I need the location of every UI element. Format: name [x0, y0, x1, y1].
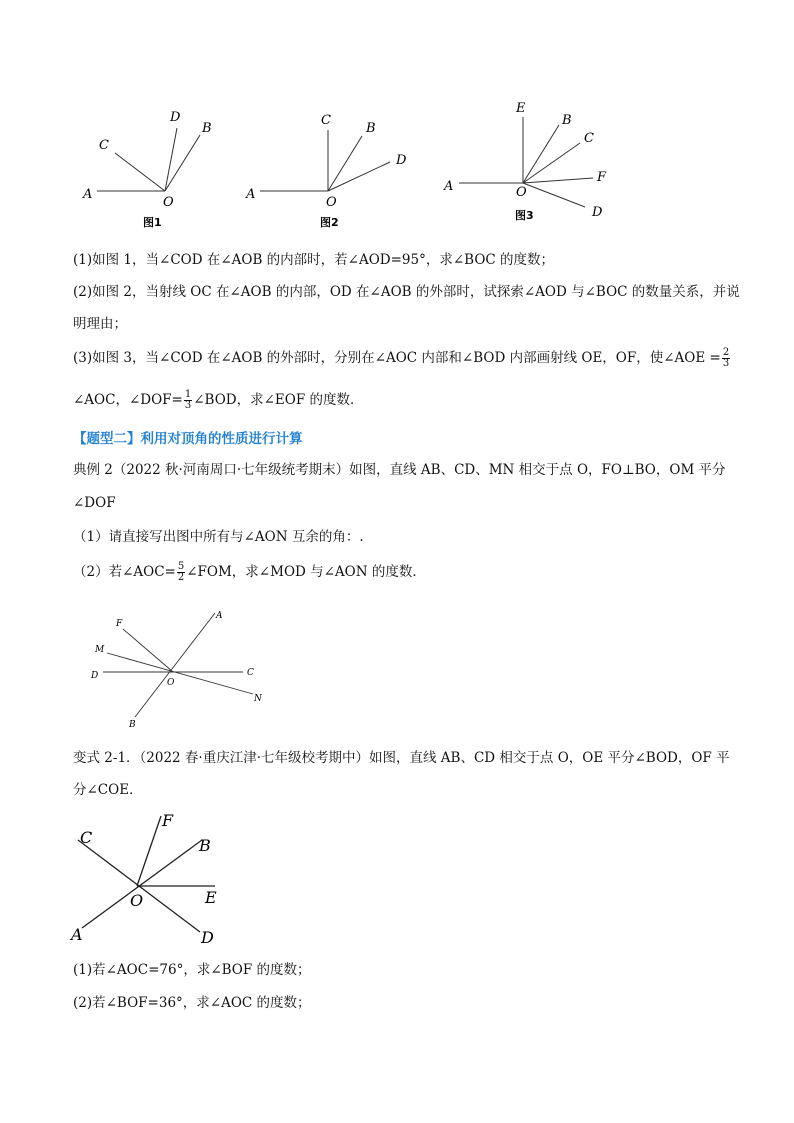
label-b: B	[562, 113, 572, 128]
label-c: C	[584, 131, 594, 146]
example-q2: （2）若∠AOC= $\frac{5}{2}$ ∠FOM，求∠MOD 与∠AON 的度数．	[73, 561, 426, 583]
label-a: A	[71, 925, 83, 944]
label-o: O	[167, 678, 175, 688]
label-f: F	[162, 811, 174, 830]
label-a: A	[246, 187, 256, 202]
label-a: A	[83, 187, 93, 202]
problem1-q3-line2: ∠AOC，∠DOF= $\frac{1}{3}$ ∠BOD，求∠EOF 的度数．	[73, 389, 364, 411]
figure-3-caption: 图3	[515, 209, 534, 222]
example-q1: （1）请直接写出图中所有与∠AON 互余的角：.	[73, 529, 364, 545]
label-m: M	[95, 645, 105, 655]
label-d: D	[170, 110, 181, 125]
label-o: O	[130, 891, 144, 910]
ray-oc	[115, 153, 165, 191]
label-b: B	[202, 121, 212, 136]
fraction-1-3: $\frac{1}{3}$	[184, 389, 192, 411]
label-b: B	[199, 836, 211, 855]
figure-2-caption: 图2	[320, 216, 339, 229]
problem1-q1: (1)如图 1，当∠COD 在∠AOB 的内部时，若∠AOD=95°，求∠BOC 的度数；	[73, 252, 555, 268]
figure-4	[85, 605, 275, 735]
label-d: D	[396, 153, 407, 168]
label-o: O	[163, 195, 174, 210]
label-a: A	[444, 179, 454, 194]
label-n: N	[254, 694, 262, 704]
figure-1	[75, 100, 235, 235]
fraction-2-3: $\frac{2}{3}$	[722, 347, 730, 369]
label-e: E	[205, 888, 217, 907]
label-o: O	[326, 195, 337, 210]
label-o: O	[516, 185, 527, 200]
label-f: F	[116, 619, 123, 629]
fraction-5-2: $\frac{5}{2}$	[177, 561, 185, 583]
problem1-q2-line2: 明理由；	[73, 316, 127, 332]
label-e: E	[516, 101, 526, 116]
label-d: D	[201, 928, 214, 947]
variant-q1: (1)若∠AOC=76°，求∠BOF 的度数；	[73, 962, 311, 978]
label-f: F	[597, 170, 607, 185]
label-b: B	[129, 720, 136, 730]
figure-5	[60, 810, 240, 950]
label-c: C	[247, 668, 254, 678]
example-line2: ∠DOF	[73, 495, 116, 511]
example-line1: 典例 2（2022 秋·河南周口·七年级统考期末）如图，直线 AB、CD、MN 相交于点 O，FO⊥BO，OM 平分	[73, 462, 726, 478]
label-c: C	[99, 138, 109, 153]
variant-line1: 变式 2-1．（2022 春·重庆江津·七年级校考期中）如图，直线 AB、CD 相交于点 O，OE 平分∠BOD，OF 平	[73, 750, 730, 766]
label-c: C	[80, 828, 93, 847]
figure-3	[435, 95, 615, 230]
variant-q2: (2)若∠BOF=36°，求∠AOC 的度数；	[73, 995, 311, 1011]
variant-line2: 分∠COE．	[73, 782, 143, 798]
figure-2	[240, 100, 415, 235]
section-heading: 【题型二】利用对顶角的性质进行计算	[73, 431, 303, 447]
problem1-q2-line1: (2)如图 2，当射线 OC 在∠AOB 的内部，OD 在∠AOB 的外部时，试探索∠AOD 与∠BOC 的数量关系，并说	[73, 284, 740, 300]
label-a: A	[216, 611, 223, 621]
label-d: D	[91, 671, 99, 681]
label-b: B	[366, 121, 376, 136]
label-d: D	[592, 205, 603, 220]
label-c: C	[321, 113, 331, 128]
problem1-q3-line1: (3)如图 3，当∠COD 在∠AOB 的外部时，分别在∠AOC 内部和∠BOD 内部画射线 OE，OF，使∠AOE = $\frac{2}{3}$	[73, 347, 730, 369]
figure-1-caption: 图1	[143, 216, 162, 229]
